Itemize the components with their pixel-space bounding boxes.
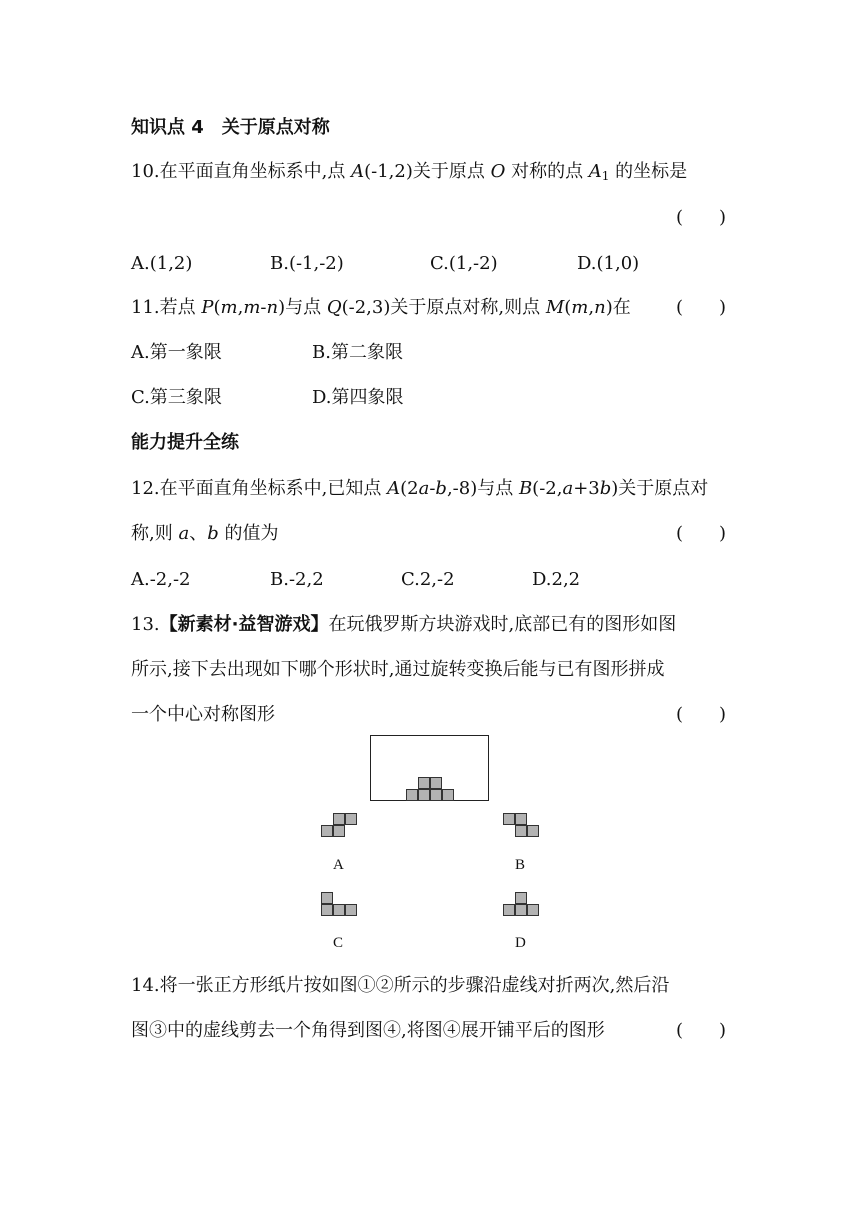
- board-cell: [418, 789, 430, 801]
- board-cell: [406, 789, 418, 801]
- q13-answer-paren: ( ): [676, 704, 727, 725]
- board-cell: [430, 789, 442, 801]
- q13-stem-line3: 一个中心对称图形: [131, 704, 275, 725]
- q14-stem-line2: 图③中的虚线剪去一个角得到图④,将图④展开铺平后的图形: [131, 1020, 605, 1041]
- shape-cell: [345, 813, 357, 825]
- shape-cell: [333, 813, 345, 825]
- q10-option-a: A.(1,2): [131, 253, 193, 274]
- shape-cell: [321, 904, 333, 916]
- board-cell: [430, 777, 442, 789]
- section2-heading: 能力提升全练: [131, 432, 239, 453]
- shape-cell: [515, 904, 527, 916]
- q12-answer-paren: ( ): [676, 523, 727, 544]
- shape-cell: [515, 825, 527, 837]
- q12-option-d: D.2,2: [532, 569, 581, 590]
- q13-label-a: A: [333, 857, 344, 873]
- q13-label-c: C: [333, 935, 344, 951]
- shape-cell: [515, 813, 527, 825]
- q10-option-d: D.(1,0): [577, 253, 640, 274]
- shape-cell: [321, 892, 333, 904]
- q14-answer-paren: ( ): [676, 1020, 727, 1041]
- shape-cell: [321, 825, 333, 837]
- tetris-board-figure: [370, 735, 489, 801]
- q10-option-b: B.(-1,-2): [270, 253, 344, 274]
- shape-cell: [333, 904, 345, 916]
- q11-option-b: B.第二象限: [312, 342, 403, 363]
- q11-stem: 11.若点 P(m,m-n)与点 Q(-2,3)关于原点对称,则点 M(m,n)在: [131, 297, 631, 318]
- q10-stem: 10.在平面直角坐标系中,点 A(-1,2)关于原点 O 对称的点 $A_1$ 的坐标是: [131, 161, 688, 183]
- q13-label-b: B: [515, 857, 526, 873]
- q13-label-d: D: [515, 935, 526, 951]
- q10-option-c: C.(1,-2): [430, 253, 498, 274]
- q12-option-a: A.-2,-2: [131, 569, 191, 590]
- q13-stem-line1: 13.【新素材·益智游戏】在玩俄罗斯方块游戏时,底部已有的图形如图: [131, 614, 677, 635]
- q10-answer-paren: ( ): [676, 207, 727, 228]
- q11-option-c: C.第三象限: [131, 387, 222, 408]
- q11-answer-paren: ( ): [676, 297, 727, 318]
- shape-cell: [503, 904, 515, 916]
- board-cell: [442, 789, 454, 801]
- shape-cell: [527, 825, 539, 837]
- q12-option-b: B.-2,2: [270, 569, 324, 590]
- shape-cell: [333, 825, 345, 837]
- q12-stem-line1: 12.在平面直角坐标系中,已知点 A(2a-b,-8)与点 B(-2,a+3b)关于原点对: [131, 478, 709, 499]
- q12-option-c: C.2,-2: [401, 569, 455, 590]
- shape-cell: [503, 813, 515, 825]
- shape-cell: [527, 904, 539, 916]
- q14-stem-line1: 14.将一张正方形纸片按如图①②所示的步骤沿虚线对折两次,然后沿: [131, 975, 670, 996]
- shape-cell: [345, 904, 357, 916]
- shape-cell: [515, 892, 527, 904]
- board-cell: [418, 777, 430, 789]
- q13-tag: 【新素材·益智游戏】: [159, 614, 329, 635]
- q11-option-a: A.第一象限: [131, 342, 222, 363]
- q13-stem-line2: 所示,接下去出现如下哪个形状时,通过旋转变换后能与已有图形拼成: [131, 659, 665, 680]
- q12-stem-line2: 称,则 a、b 的值为: [131, 523, 279, 544]
- q11-option-d: D.第四象限: [312, 387, 404, 408]
- section-heading: 知识点 4 关于原点对称: [131, 117, 330, 138]
